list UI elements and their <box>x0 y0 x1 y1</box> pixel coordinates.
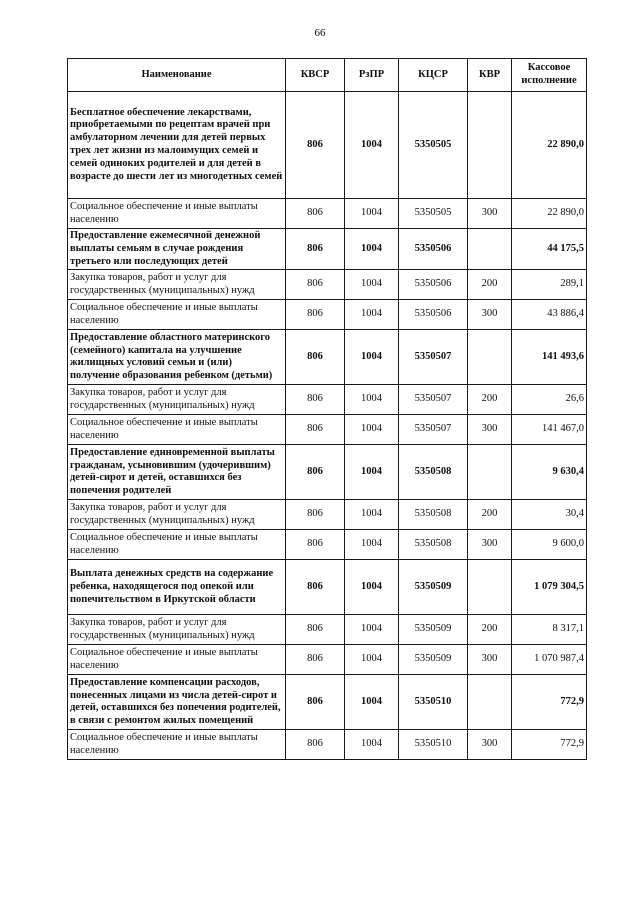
table-row <box>68 330 587 385</box>
cell-amount: 9 630,4 <box>512 445 587 500</box>
header-amount: Кассовое исполнение <box>512 59 587 92</box>
cell-rzpr: 1004 <box>345 730 399 760</box>
cell-name: Социальное обеспечение и иные выплаты населению <box>68 645 286 675</box>
cell-kcsr: 5350505 <box>399 199 468 229</box>
table-row <box>68 500 587 530</box>
table-row <box>68 229 587 270</box>
header-kcsr: КЦСР <box>399 59 468 92</box>
cell-kvsr: 806 <box>286 445 345 500</box>
cell-kcsr: 5350505 <box>399 92 468 199</box>
cell-kcsr: 5350507 <box>399 385 468 415</box>
cell-amount: 22 890,0 <box>512 199 587 229</box>
cell-name: Закупка товаров, работ и услуг для государственных (муниципальных) нужд <box>68 615 286 645</box>
cell-kvr <box>468 92 512 199</box>
cell-rzpr: 1004 <box>345 415 399 445</box>
cell-rzpr: 1004 <box>345 615 399 645</box>
cell-kcsr: 5350508 <box>399 500 468 530</box>
table-row <box>68 270 587 300</box>
cell-rzpr: 1004 <box>345 445 399 500</box>
cell-rzpr: 1004 <box>345 300 399 330</box>
cell-kvr: 300 <box>468 300 512 330</box>
cell-name: Закупка товаров, работ и услуг для государственных (муниципальных) нужд <box>68 500 286 530</box>
cell-amount: 26,6 <box>512 385 587 415</box>
cell-amount: 8 317,1 <box>512 615 587 645</box>
cell-amount: 772,9 <box>512 675 587 730</box>
cell-kvsr: 806 <box>286 730 345 760</box>
cell-amount: 30,4 <box>512 500 587 530</box>
cell-kcsr: 5350509 <box>399 645 468 675</box>
table-row <box>68 730 587 760</box>
table-row <box>68 300 587 330</box>
cell-amount: 22 890,0 <box>512 92 587 199</box>
cell-amount: 289,1 <box>512 270 587 300</box>
table-row <box>68 560 587 615</box>
cell-amount: 141 493,6 <box>512 330 587 385</box>
cell-kcsr: 5350509 <box>399 615 468 645</box>
cell-rzpr: 1004 <box>345 199 399 229</box>
cell-kvr <box>468 560 512 615</box>
cell-kvsr: 806 <box>286 560 345 615</box>
table-row <box>68 385 587 415</box>
cell-rzpr: 1004 <box>345 270 399 300</box>
cell-kvsr: 806 <box>286 530 345 560</box>
cell-kvr <box>468 330 512 385</box>
cell-kcsr: 5350510 <box>399 675 468 730</box>
cell-kvsr: 806 <box>286 615 345 645</box>
cell-amount: 1 070 987,4 <box>512 645 587 675</box>
cell-kcsr: 5350507 <box>399 415 468 445</box>
table-row <box>68 415 587 445</box>
table-row <box>68 199 587 229</box>
cell-rzpr: 1004 <box>345 330 399 385</box>
cell-kvsr: 806 <box>286 645 345 675</box>
cell-kvsr: 806 <box>286 385 345 415</box>
page-number: 66 <box>314 27 326 39</box>
cell-amount: 9 600,0 <box>512 530 587 560</box>
table-row <box>68 445 587 500</box>
cell-kvr: 300 <box>468 730 512 760</box>
cell-rzpr: 1004 <box>345 92 399 199</box>
table-row <box>68 530 587 560</box>
cell-kcsr: 5350506 <box>399 300 468 330</box>
cell-amount: 141 467,0 <box>512 415 587 445</box>
cell-kvsr: 806 <box>286 415 345 445</box>
cell-name: Предоставление областного материнского (семейного) капитала на улучшение жилищных условий семьи и (или) получение образования ребенком (детьми) <box>68 330 286 385</box>
cell-amount: 772,9 <box>512 730 587 760</box>
cell-kcsr: 5350508 <box>399 445 468 500</box>
cell-amount: 44 175,5 <box>512 229 587 270</box>
cell-kvr: 300 <box>468 530 512 560</box>
cell-name: Социальное обеспечение и иные выплаты населению <box>68 300 286 330</box>
cell-kvsr: 806 <box>286 92 345 199</box>
table-row <box>68 675 587 730</box>
cell-amount: 43 886,4 <box>512 300 587 330</box>
table-row <box>68 645 587 675</box>
cell-kvr: 300 <box>468 645 512 675</box>
cell-name: Предоставление ежемесячной денежной выплаты семьям в случае рождения третьего или последующих детей <box>68 229 286 270</box>
cell-name: Предоставление единовременной выплаты гражданам, усыновившим (удочерившим) детей-сирот и детей, оставшихся без попечения родителей <box>68 445 286 500</box>
cell-kvsr: 806 <box>286 199 345 229</box>
cell-kcsr: 5350509 <box>399 560 468 615</box>
cell-kvr: 200 <box>468 500 512 530</box>
cell-rzpr: 1004 <box>345 560 399 615</box>
cell-kvr <box>468 445 512 500</box>
cell-kcsr: 5350508 <box>399 530 468 560</box>
cell-name: Социальное обеспечение и иные выплаты населению <box>68 415 286 445</box>
cell-name: Закупка товаров, работ и услуг для государственных (муниципальных) нужд <box>68 385 286 415</box>
cell-rzpr: 1004 <box>345 675 399 730</box>
budget-execution-table <box>67 58 587 760</box>
cell-name: Социальное обеспечение и иные выплаты населению <box>68 730 286 760</box>
cell-name: Бесплатное обеспечение лекарствами, приобретаемыми по рецептам врачей при амбулаторном лечении для детей первых трех лет жизни из малоимущих семей и семей одиноких родителей и для детей в возрасте до шести лет из многодетных семей <box>68 92 286 199</box>
cell-rzpr: 1004 <box>345 385 399 415</box>
cell-kvsr: 806 <box>286 330 345 385</box>
table-header-row <box>68 59 587 92</box>
cell-kcsr: 5350506 <box>399 270 468 300</box>
cell-kvsr: 806 <box>286 229 345 270</box>
cell-rzpr: 1004 <box>345 645 399 675</box>
cell-name: Социальное обеспечение и иные выплаты населению <box>68 199 286 229</box>
cell-kvr: 200 <box>468 385 512 415</box>
cell-kvr: 300 <box>468 199 512 229</box>
header-kvr: КВР <box>468 59 512 92</box>
cell-kvr: 300 <box>468 415 512 445</box>
cell-name: Выплата денежных средств на содержание ребенка, находящегося под опекой или попечительством в Иркутской области <box>68 560 286 615</box>
header-name: Наименование <box>68 59 286 92</box>
cell-kvr: 200 <box>468 270 512 300</box>
cell-kcsr: 5350510 <box>399 730 468 760</box>
table-row <box>68 615 587 645</box>
header-kvsr: КВСР <box>286 59 345 92</box>
cell-kvsr: 806 <box>286 300 345 330</box>
cell-kvr: 200 <box>468 615 512 645</box>
cell-kvsr: 806 <box>286 270 345 300</box>
cell-kvsr: 806 <box>286 675 345 730</box>
cell-name: Закупка товаров, работ и услуг для государственных (муниципальных) нужд <box>68 270 286 300</box>
cell-kcsr: 5350507 <box>399 330 468 385</box>
cell-name: Социальное обеспечение и иные выплаты населению <box>68 530 286 560</box>
cell-rzpr: 1004 <box>345 229 399 270</box>
cell-rzpr: 1004 <box>345 500 399 530</box>
table-row <box>68 92 587 199</box>
cell-kvr <box>468 675 512 730</box>
cell-amount: 1 079 304,5 <box>512 560 587 615</box>
header-rzpr: РзПР <box>345 59 399 92</box>
cell-kvsr: 806 <box>286 500 345 530</box>
cell-kcsr: 5350506 <box>399 229 468 270</box>
cell-rzpr: 1004 <box>345 530 399 560</box>
cell-kvr <box>468 229 512 270</box>
cell-name: Предоставление компенсации расходов, понесенных лицами из числа детей-сирот и детей, оставшихся без попечения родителей, в связи с ремонтом жилых помещений <box>68 675 286 730</box>
